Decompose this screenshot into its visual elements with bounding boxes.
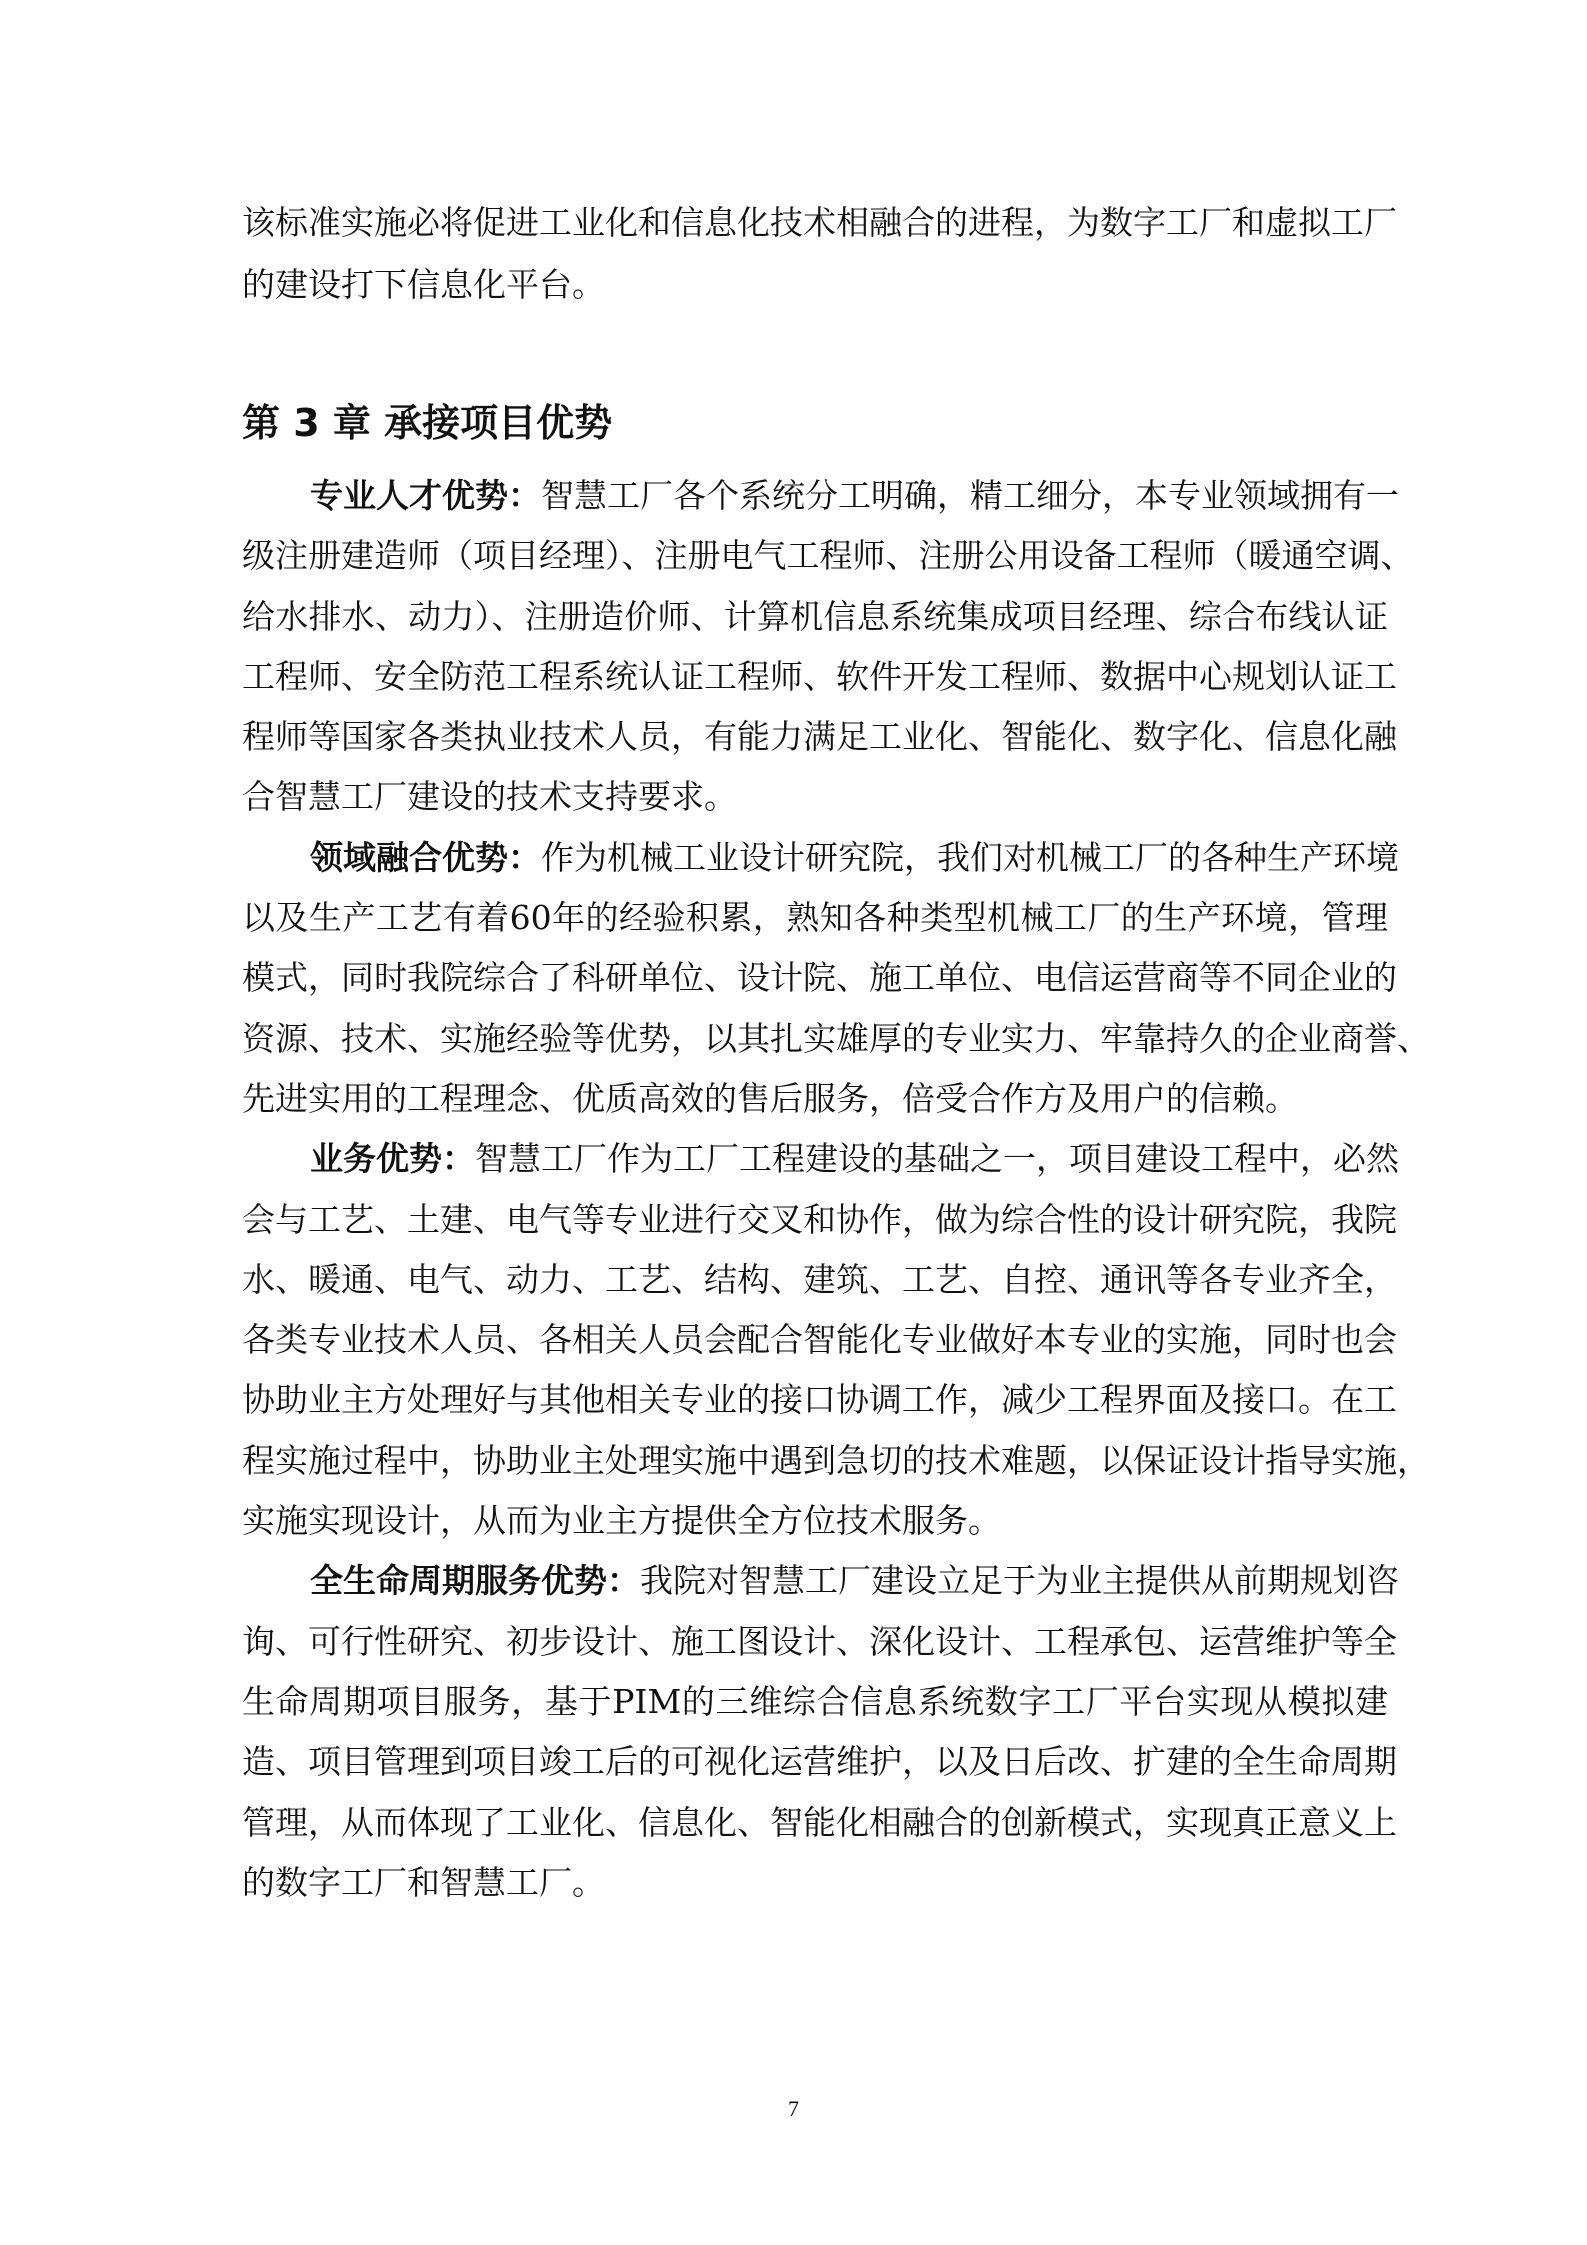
text-line	[310, 1139, 1399, 1179]
text-line	[310, 1561, 1399, 1601]
text-line: 生命周期项目服务，基于PIM的三维综合信息系统数字工厂平台实现从模拟建	[242, 1682, 1388, 1721]
text-line: 程师等国家各类执业技术人员，有能力满足工业化、智能化、数字化、信息化融	[242, 717, 1397, 756]
text-line: 的数字工厂和智慧工厂。	[242, 1863, 605, 1902]
paragraph-lead-label: 专业人才优势：	[310, 476, 541, 515]
text-line: 的建设打下信息化平台。	[242, 265, 605, 304]
paragraph-text: 我院对智慧工厂建设立足于为业主提供从前期规划咨	[640, 1561, 1399, 1600]
text-line: 协助业主方处理好与其他相关专业的接口协调工作，减少工程界面及接口。在工	[242, 1380, 1397, 1419]
text-line: 该标准实施必将促进工业化和信息化技术相融合的进程，为数字工厂和虚拟工厂	[242, 203, 1397, 242]
text-line: 询、可行性研究、初步设计、施工图设计、深化设计、工程承包、运营维护等全	[242, 1622, 1397, 1661]
text-line	[310, 476, 1399, 516]
paragraph-text: 智慧工厂作为工厂工程建设的基础之一，项目建设工程中，必然	[475, 1139, 1399, 1178]
text-line: 给水排水、动力）、注册造价师、计算机信息系统集成项目经理、综合布线认证	[242, 597, 1388, 636]
text-line: 以及生产工艺有着60年的经验积累，熟知各种类型机械工厂的生产环境，管理	[242, 898, 1388, 937]
text-line: 级注册建造师（项目经理）、注册电气工程师、注册公用设备工程师（暖通空调、	[242, 536, 1414, 575]
text-line: 水、暖通、电气、动力、工艺、结构、建筑、工艺、自控、通讯等各专业齐全，	[242, 1260, 1397, 1299]
text-line	[310, 838, 1399, 878]
text-line: 造、项目管理到项目竣工后的可视化运营维护，以及日后改、扩建的全生命周期	[242, 1742, 1397, 1781]
paragraph-lead-label: 领域融合优势：	[310, 838, 541, 877]
text-line: 资源、技术、实施经验等优势，以其扎实雄厚的专业实力、牢靠持久的企业商誉、	[242, 1019, 1430, 1058]
paragraph-lead-label: 全生命周期服务优势：	[310, 1561, 640, 1600]
chapter-heading: 第 3 章 承接项目优势	[242, 401, 613, 445]
text-line: 程实施过程中，协助业主处理实施中遇到急切的技术难题，以保证设计指导实施，	[242, 1441, 1430, 1480]
text-line: 合智慧工厂建设的技术支持要求。	[242, 777, 737, 816]
text-line: 管理，从而体现了工业化、信息化、智能化相融合的创新模式，实现真正意义上	[242, 1803, 1397, 1842]
paragraph-text: 作为机械工业设计研究院，我们对机械工厂的各种生产环境	[541, 838, 1399, 877]
text-line: 各类专业技术人员、各相关人员会配合智能化专业做好本专业的实施，同时也会	[242, 1320, 1397, 1359]
page-number: 7	[788, 2096, 799, 2121]
paragraph-text: 智慧工厂各个系统分工明确，精工细分，本专业领域拥有一	[541, 476, 1399, 515]
text-line: 模式，同时我院综合了科研单位、设计院、施工单位、电信运营商等不同企业的	[242, 958, 1397, 997]
text-line: 先进实用的工程理念、优质高效的售后服务，倍受合作方及用户的信赖。	[242, 1079, 1298, 1118]
text-line: 会与工艺、土建、电气等专业进行交叉和协作，做为综合性的设计研究院，我院	[242, 1200, 1397, 1239]
text-line: 工程师、安全防范工程系统认证工程师、软件开发工程师、数据中心规划认证工	[242, 657, 1397, 696]
paragraph-lead-label: 业务优势：	[310, 1139, 475, 1178]
text-line: 实施实现设计，从而为业主方提供全方位技术服务。	[242, 1501, 1001, 1540]
